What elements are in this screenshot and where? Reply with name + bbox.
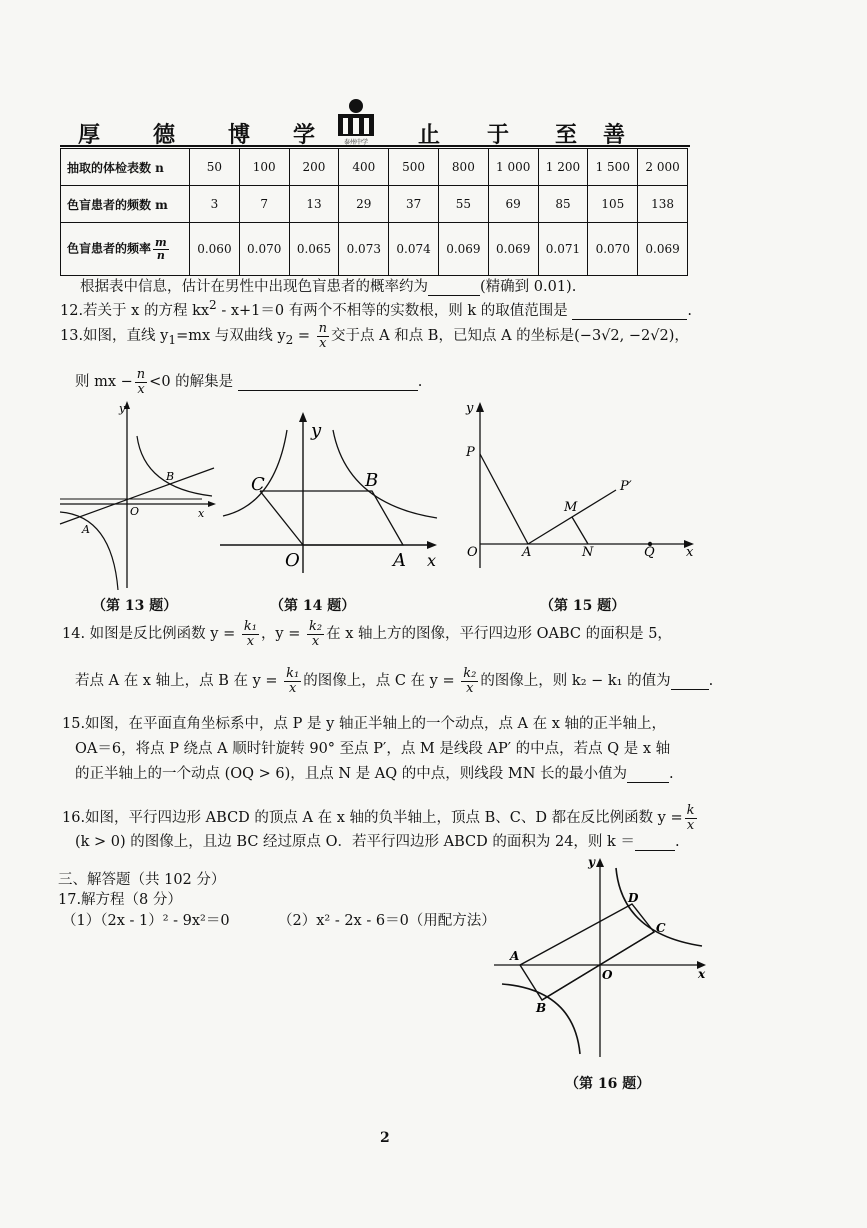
- table-row: [61, 186, 688, 223]
- frac-num: n: [318, 321, 327, 336]
- table-cell: 100: [239, 149, 289, 186]
- table-cell: 400: [339, 149, 389, 186]
- fraction: [685, 804, 697, 832]
- point-n-label: N: [582, 545, 594, 560]
- frac-den: x: [137, 381, 145, 397]
- q16-part: 16.如图，平行四边形 ABCD 的顶点 A 在 x 轴的负半轴上，顶点 B、C、D 都在反比例函数 y =: [62, 810, 683, 827]
- parallelogram-abcd: [520, 904, 654, 1000]
- segment-bc: [542, 932, 654, 1000]
- point-a-label: A: [393, 550, 406, 571]
- point-m-label: M: [564, 500, 578, 515]
- point-p-label: P: [466, 445, 475, 460]
- point-a-label: A: [82, 523, 90, 536]
- table-cell: 7: [239, 186, 289, 223]
- point-d-label: D: [628, 891, 639, 905]
- row-header: [61, 223, 190, 276]
- q16-line1: [62, 804, 699, 832]
- answer-blank: [238, 374, 418, 391]
- q11-text: [80, 275, 576, 296]
- q15-part: 的正半轴上的一个动点 (OQ > 6)，且点 N 是 AQ 的中点，则线段 MN 长的最小值为: [75, 766, 628, 782]
- origin-label: O: [467, 545, 478, 560]
- point-b-label: B: [166, 470, 175, 483]
- motto-char: 德: [153, 122, 178, 148]
- axis-label-x: x: [698, 967, 706, 981]
- table-row: [61, 223, 688, 276]
- q14-part: 的图像上，点 C 在 y =: [303, 673, 460, 690]
- table-cell: 1 200: [538, 149, 588, 186]
- point-a-label: A: [510, 949, 520, 963]
- row-header-label: 色盲患者的频率: [67, 241, 152, 256]
- motto-char: 厚: [78, 122, 103, 148]
- answer-blank: [627, 766, 669, 783]
- frac-num: k₁: [243, 619, 257, 634]
- table-cell: 69: [488, 186, 538, 223]
- q17-title: 17.解方程（8 分）: [58, 892, 182, 908]
- point-b-label: B: [365, 470, 379, 491]
- table-cell: 500: [389, 149, 439, 186]
- row-header: 抽取的体检表数 n: [61, 149, 190, 186]
- axis-label-y: y: [311, 420, 322, 441]
- q12-text: [60, 298, 692, 320]
- table-cell: 0.071: [538, 223, 588, 276]
- origin-label: O: [285, 550, 300, 571]
- page-number: 2: [380, 1130, 390, 1146]
- axis-label-y: y: [588, 855, 595, 869]
- q14-end: .: [708, 673, 714, 690]
- motto-char: 于: [487, 122, 512, 148]
- axis-label-x: x: [198, 507, 205, 520]
- table-cell: 50: [190, 149, 240, 186]
- figure-15-caption: （第 15 题）: [540, 598, 626, 614]
- answer-blank: [635, 834, 675, 851]
- table-cell: 800: [438, 149, 488, 186]
- q17-part2: （2）x² - 2x - 6＝0（用配方法）: [278, 913, 496, 929]
- axis-label-y: y: [466, 401, 474, 416]
- frac-den: x: [311, 633, 320, 649]
- arrow-icon: [427, 541, 437, 549]
- table-cell: 13: [289, 186, 339, 223]
- segment-pa: [480, 454, 528, 544]
- fraction: [284, 667, 301, 695]
- frequency-table: [60, 148, 688, 276]
- fraction: [307, 620, 324, 648]
- hyperbola-k2: [223, 430, 287, 516]
- fraction: [461, 667, 478, 695]
- q14-part: 的图像上，则 k₂ − k₁ 的值为: [480, 673, 671, 690]
- q13-sub: 2: [285, 333, 294, 348]
- fraction: [135, 368, 147, 396]
- origin-label: O: [602, 968, 613, 982]
- table-cell: 85: [538, 186, 588, 223]
- table-cell: 0.069: [438, 223, 488, 276]
- q14-part: 在 x 轴上方的图像，平行四边形 OABC 的面积是 5，: [326, 626, 672, 643]
- answer-blank: [428, 279, 480, 296]
- q15-line2: OA＝6，将点 P 绕点 A 顺时针旋转 90° 至点 P′，点 M 是线段 AP′ 的中点，若点 Q 是 x 轴: [75, 741, 671, 757]
- point-c-label: C: [251, 474, 265, 495]
- q15-line1: 15.如图，在平面直角坐标系中，点 P 是 y 轴正半轴上的一个动点，点 A 在 x 轴的正半轴上，: [62, 716, 667, 732]
- hyperbola-branch: [137, 436, 212, 496]
- frac-den: x: [319, 335, 327, 351]
- figure-14-caption: （第 14 题）: [270, 598, 356, 614]
- table-row: [61, 149, 688, 186]
- figure-16: [492, 852, 712, 1062]
- frac-num: k₁: [286, 666, 300, 681]
- section-title: 三、解答题（共 102 分）: [58, 872, 226, 888]
- q11-part: 根据表中信息，估计在男性中出现色盲患者的概率约为: [80, 279, 428, 295]
- table-cell: 138: [638, 186, 688, 223]
- table-cell: 0.070: [588, 223, 638, 276]
- arrow-icon: [596, 858, 604, 867]
- frac-den: x: [246, 633, 255, 649]
- motto-char: 至: [555, 122, 580, 148]
- q13-line1: [60, 322, 689, 350]
- q13-part: =: [293, 328, 315, 345]
- fraction: [242, 620, 259, 648]
- figure-14: [215, 408, 445, 578]
- q11-part: (精确到 0.01).: [480, 279, 577, 295]
- motto-char: 博: [228, 122, 253, 148]
- answer-blank: [572, 303, 687, 320]
- q14-part: ，y =: [260, 626, 305, 643]
- fraction: [317, 322, 329, 350]
- q12-end: .: [687, 302, 692, 319]
- q14-line1: [62, 620, 672, 648]
- frac-den: x: [289, 680, 297, 696]
- point-c-label: C: [656, 921, 666, 935]
- header-rule: [60, 145, 690, 147]
- figure-16-caption: （第 16 题）: [565, 1076, 651, 1092]
- table-cell: 55: [438, 186, 488, 223]
- row-header: 色盲患者的频数 m: [61, 186, 190, 223]
- q12-part: 12.若关于 x 的方程 kx: [60, 302, 210, 319]
- frac-num: k₂: [463, 666, 477, 681]
- figure-15: [458, 398, 698, 573]
- axis-label-x: x: [427, 551, 437, 570]
- frac-num: k₂: [309, 619, 323, 634]
- point-a-label: A: [522, 545, 532, 560]
- motto-char: 止: [418, 122, 443, 148]
- q14-line2: [75, 667, 713, 695]
- q15-line3: [75, 762, 674, 783]
- q13-part: 13.如图，直线 y: [60, 328, 169, 345]
- table-cell: 0.070: [239, 223, 289, 276]
- motto-char: 学: [293, 122, 318, 148]
- frac-num: m: [155, 235, 167, 249]
- answer-blank: [671, 673, 709, 690]
- table-cell: 0.065: [289, 223, 339, 276]
- school-emblem: [330, 96, 382, 146]
- origin-label: O: [130, 505, 140, 518]
- q13-part: 则 mx −: [75, 374, 133, 391]
- hyperbola-k1: [333, 430, 437, 518]
- motto-char: 善: [603, 122, 628, 148]
- table-cell: 2 000: [638, 149, 688, 186]
- table-cell: 1 000: [488, 149, 538, 186]
- q12-part: - x+1＝0 有两个不相等的实数根，则 k 的取值范围是: [216, 302, 568, 319]
- table-cell: 1 500: [588, 149, 638, 186]
- q17-part1: （1）（2x - 1）² - 9x²＝0: [62, 913, 230, 929]
- q16-line2: [75, 830, 680, 851]
- q12-sup: 2: [209, 298, 217, 312]
- table-cell: 0.073: [339, 223, 389, 276]
- q14-part: 若点 A 在 x 轴上，点 B 在 y =: [75, 673, 283, 690]
- q13-part: <0 的解集是: [149, 374, 234, 391]
- hyperbola-branch: [502, 984, 580, 1054]
- q13-part: 交于点 A 和点 B，已知点 A 的坐标是(−3√2, −2√2)，: [331, 328, 689, 345]
- axis-label-x: x: [686, 545, 694, 560]
- q16-end: .: [674, 834, 680, 850]
- table-cell: 37: [389, 186, 439, 223]
- figure-13-caption: （第 13 题）: [92, 598, 178, 614]
- axis-label-y: y: [119, 402, 126, 415]
- table-cell: 105: [588, 186, 638, 223]
- q13-line2: [75, 368, 422, 396]
- table-cell: 0.074: [389, 223, 439, 276]
- table-cell: 0.069: [638, 223, 688, 276]
- frac-den: x: [686, 817, 695, 833]
- table-cell: 0.060: [190, 223, 240, 276]
- table-cell: 3: [190, 186, 240, 223]
- table-cell: 29: [339, 186, 389, 223]
- q14-part: 14. 如图是反比例函数 y =: [62, 626, 240, 643]
- arrow-icon: [476, 402, 484, 412]
- frac-num: n: [136, 367, 146, 382]
- point-q-label: Q: [644, 545, 655, 560]
- fraction: [153, 237, 169, 261]
- segment-mn: [572, 517, 588, 544]
- frac-num: k: [686, 803, 695, 818]
- table-cell: 200: [289, 149, 339, 186]
- q13-sub: 1: [168, 333, 177, 348]
- frac-den: x: [466, 680, 474, 696]
- q13-end: .: [417, 374, 423, 391]
- arrow-icon: [299, 412, 307, 422]
- frac-den: n: [156, 248, 165, 262]
- point-b-label: B: [536, 1001, 547, 1015]
- q15-end: .: [669, 766, 674, 782]
- figure-13: [52, 398, 222, 598]
- emblem-text: 泰州中学: [343, 139, 369, 146]
- q16-part: (k > 0) 的图像上，且边 BC 经过原点 O．若平行四边形 ABCD 的面积为 24，则 k ＝: [75, 834, 635, 850]
- table-cell: 0.069: [488, 223, 538, 276]
- q13-part: =mx 与双曲线 y: [176, 328, 286, 345]
- point-p-prime-label: P′: [620, 479, 632, 494]
